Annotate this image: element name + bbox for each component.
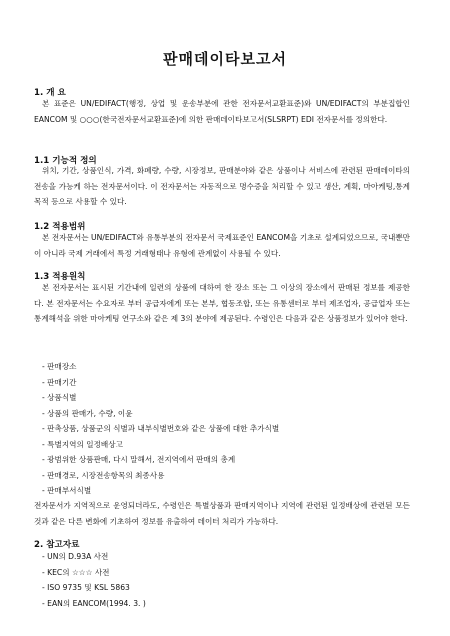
list-item: - 광범위한 상품판매, 다시 말해서, 전지역에서 판매의 총계 [42,452,279,468]
list-item: - EAN의 EANCOM(1994. 3. ) [42,596,146,612]
section-closing-principles: 전자문서가 지역적으로 운영되더라도, 수령인은 특별상품과 판매지역이나 지역에 관련된 일정배상에 관련된 모든것과 같은 다른 변화에 기초하여 정보를 유출하여 데이터 처리가 가능하다. [34,501,410,526]
list-item: - 판매장소 [42,359,279,375]
references-list [42,549,146,611]
section-heading-functional-definition: 1.1 기능적 정의 [34,156,97,166]
list-item: - 판매경로, 시장전송항목의 최종사용 [42,468,279,484]
list-item: - UN의 D.93A 사전 [42,549,146,565]
list-item: - 특별지역의 일정배상고 [42,437,279,453]
list-item: - ISO 9735 및 KSL 5863 [42,580,146,596]
list-item: - 판촉상품, 상품군의 식별과 내부식별번호와 같은 상품에 대한 추가식별 [42,421,279,437]
list-item: - 상품의 판매가, 수량, 이윤 [42,406,279,422]
section-body-overview: 본 표준은 UN/EDIFACT(행정, 상업 및 운송부분에 관한 전자문서교환표준)와 UN/EDIFACT의 부분집합인 EANCOM 및 ○○○(한국전자문서교환표준)에 의한 판매데이타보고서(SLSRPT) EDI 전자문서를 정의한다. [34,99,410,124]
section-heading-overview: 1. 개 요 [34,88,66,98]
section-heading-references: 2. 참고자료 [34,540,80,550]
section-body-principles: 본 전자문서는 표시된 기간내에 일련의 상품에 대하여 한 장소 또는 그 이상의 장소에서 판매된 정보를 제공한다. 본 전자문서는 수요자로 부터 공급자에게 또는 본부, 협동조합, 또는 유통센터로 부터 제조업자, 공급업자 또는 통계해석을 위한 마아케팅 연구소와 같은 제 3의 분야에 제공된다. 수령인은 다음과 같은 상품정보가 있어야 한다. [34,283,410,323]
product-info-list [42,359,279,499]
section-body-scope: 본 전자문서는 UN/EDIFACT와 유통부분의 전자문서 국제표준인 EANCOM을 기초로 설계되었으므로, 국내뿐만이 아니라 국제 거래에서 특정 거래형태나 유형에 관계없이 사용될 수 있다. [34,233,410,258]
section-body-functional-definition: 위치, 기간, 상품인식, 가격, 화폐량, 수량, 시장정보, 판매분야와 같은 상품이나 서비스에 관련된 판매데이타의 전송을 가능케 하는 전자문서이다. 이 전자문서는 자동적으로 명수증을 처리할 수 있고 생산, 계획, 마아케팅,통계목적 등으로 사용할 수 있다. [34,166,410,206]
section-heading-principles: 1.3 적용원칙 [34,272,86,282]
list-item: - 판매부서식별 [42,483,279,499]
list-item: - 판매기간 [42,375,279,391]
list-item: - KEC의 ☆☆☆ 사전 [42,565,146,581]
document-title: 판매데이타보고서 [163,50,287,68]
list-item: - 상품식별 [42,390,279,406]
section-heading-scope: 1.2 적용범위 [34,222,86,232]
